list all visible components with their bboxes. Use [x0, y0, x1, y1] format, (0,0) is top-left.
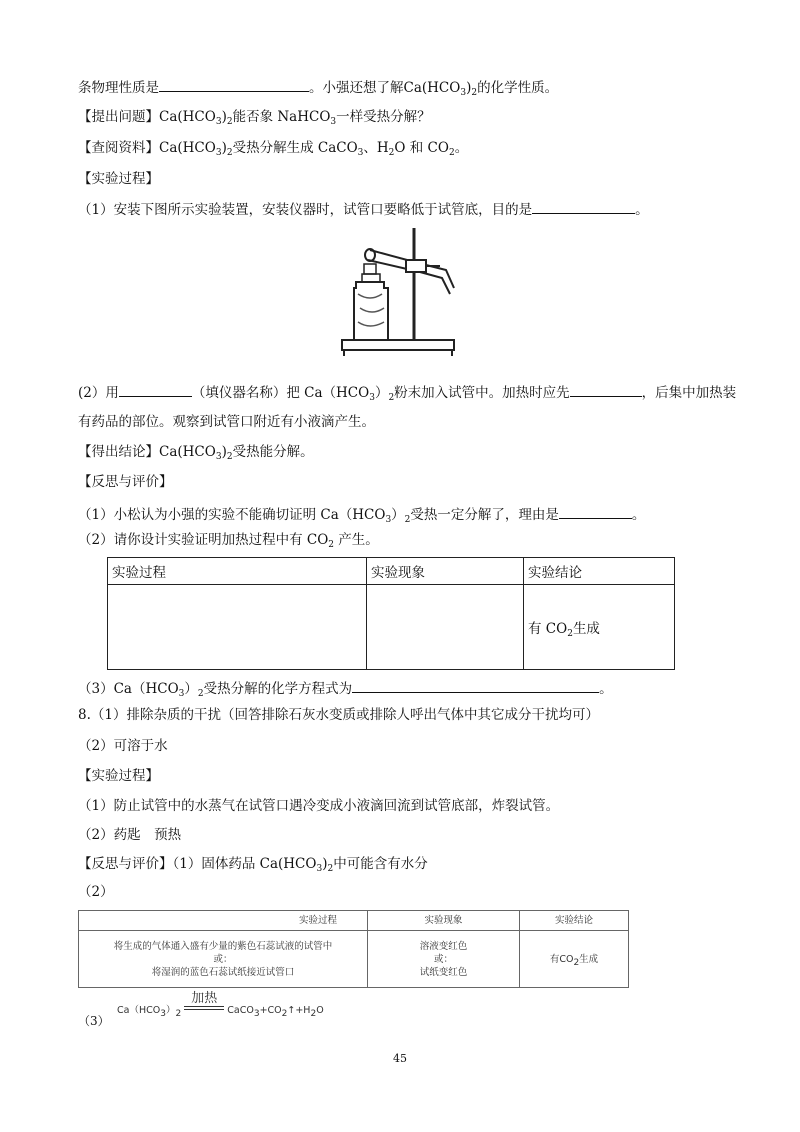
line-step-2-cont: 有药品的部位。观察到试管口附近有小液滴产生。	[78, 414, 375, 430]
conclusion-cell: 有 $CO_2$生成	[524, 585, 675, 670]
answer-blank[interactable]	[352, 679, 599, 693]
answer-reflection-2-label: （2）	[78, 884, 114, 900]
process-cell: 将生成的气体通入盛有少量的紫色石蕊试液的试管中 或： 将湿润的蓝色石蕊试纸接近试管口	[79, 931, 368, 988]
line-physical-property: 条物理性质是 。小强还想了解$Ca(HCO_3)_2$的化学性质。	[78, 80, 559, 98]
table-header: 实验现象	[368, 911, 520, 931]
stand-base	[342, 340, 454, 350]
answer-cell[interactable]	[108, 585, 367, 670]
answer-experiment-1: （1）防止试管中的水蒸气在试管口遇冷变成小液滴回流到试管底部，炸裂试管。	[78, 798, 560, 814]
conclusion-cell: 有$CO_2$生成	[520, 931, 629, 988]
table-header: 实验过程	[108, 558, 367, 585]
answer-blank[interactable]	[119, 383, 192, 397]
phenomenon-cell: 溶液变红色 或： 试纸变红色	[368, 931, 520, 988]
table-header: 实验结论	[520, 911, 629, 931]
apparatus-figure	[340, 224, 460, 358]
chemical-equation: $Ca(HCO_3)_2$ 加热 $CaCO_3+CO_2↑+H_2O$	[117, 991, 324, 1019]
table-header: 实验过程	[79, 911, 368, 931]
line-reference: 【查阅资料】$Ca(HCO_3)_2$受热分解生成 CaCO$_3$、$H_2O$ 和 $CO_2$。	[78, 140, 469, 158]
line-conclusion: 【得出结论】$Ca(HCO_3)_2$受热能分解。	[78, 444, 314, 462]
table-header: 实验结论	[524, 558, 675, 585]
line-step-2: (2）用 （填仪器名称）把 $Ca(HCO_3)_2$粉末加入试管中。加热时应先 ，后集中加热装	[78, 385, 737, 403]
clamp	[406, 260, 426, 272]
experiment-table	[107, 557, 675, 670]
line-reflection-3: $(3)Ca(HCO_3)_2$受热分解的化学方程式为 。	[78, 681, 613, 699]
answer-experiment-2: （2）药匙 预热	[78, 827, 182, 843]
answer-blank[interactable]	[159, 78, 309, 92]
answer-reflection-1: 【反思与评价】（1）固体药品 $Ca(HCO_3)_2$中可能含有水分	[78, 856, 428, 874]
answer-reflection-3-label: （3）	[78, 1014, 110, 1028]
condition-heat: 加热	[184, 992, 224, 1007]
alcohol-lamp	[354, 282, 388, 340]
section-reflection: 【反思与评价】	[78, 474, 173, 490]
line-reflection-1: （1）小松认为小强的实验不能确切证明 $Ca(HCO_3)_2$受热一定分解了，理由是 。	[78, 507, 646, 525]
flame	[364, 264, 376, 274]
line-step-1: （1）安装下图所示实验装置，安装仪器时，试管口要略低于试管底，目的是 。	[78, 202, 649, 218]
section-experiment: 【实验过程】	[78, 171, 159, 187]
answer-cell[interactable]	[367, 585, 524, 670]
line-question: 【提出问题】$Ca(HCO_3)_2$能否象 NaHCO$_3$一样受热分解？	[78, 109, 431, 127]
page-number: 45	[393, 1052, 407, 1065]
answer-blank[interactable]	[570, 383, 642, 397]
answer-blank[interactable]	[559, 505, 632, 519]
answer-8-1: 8.（1）排除杂质的干扰（回答排除石灰水变质或排除人呼出气体中其它成分干扰均可）	[78, 707, 599, 723]
line-reflection-2: （2）请你设计实验证明加热过程中有 $CO_2$ 产生。	[78, 532, 379, 550]
answer-table	[78, 910, 629, 988]
answer-8-2: （2）可溶于水	[78, 738, 168, 754]
answer-blank[interactable]	[532, 200, 635, 214]
answer-section-experiment: 【实验过程】	[78, 768, 159, 784]
table-header: 实验现象	[367, 558, 524, 585]
